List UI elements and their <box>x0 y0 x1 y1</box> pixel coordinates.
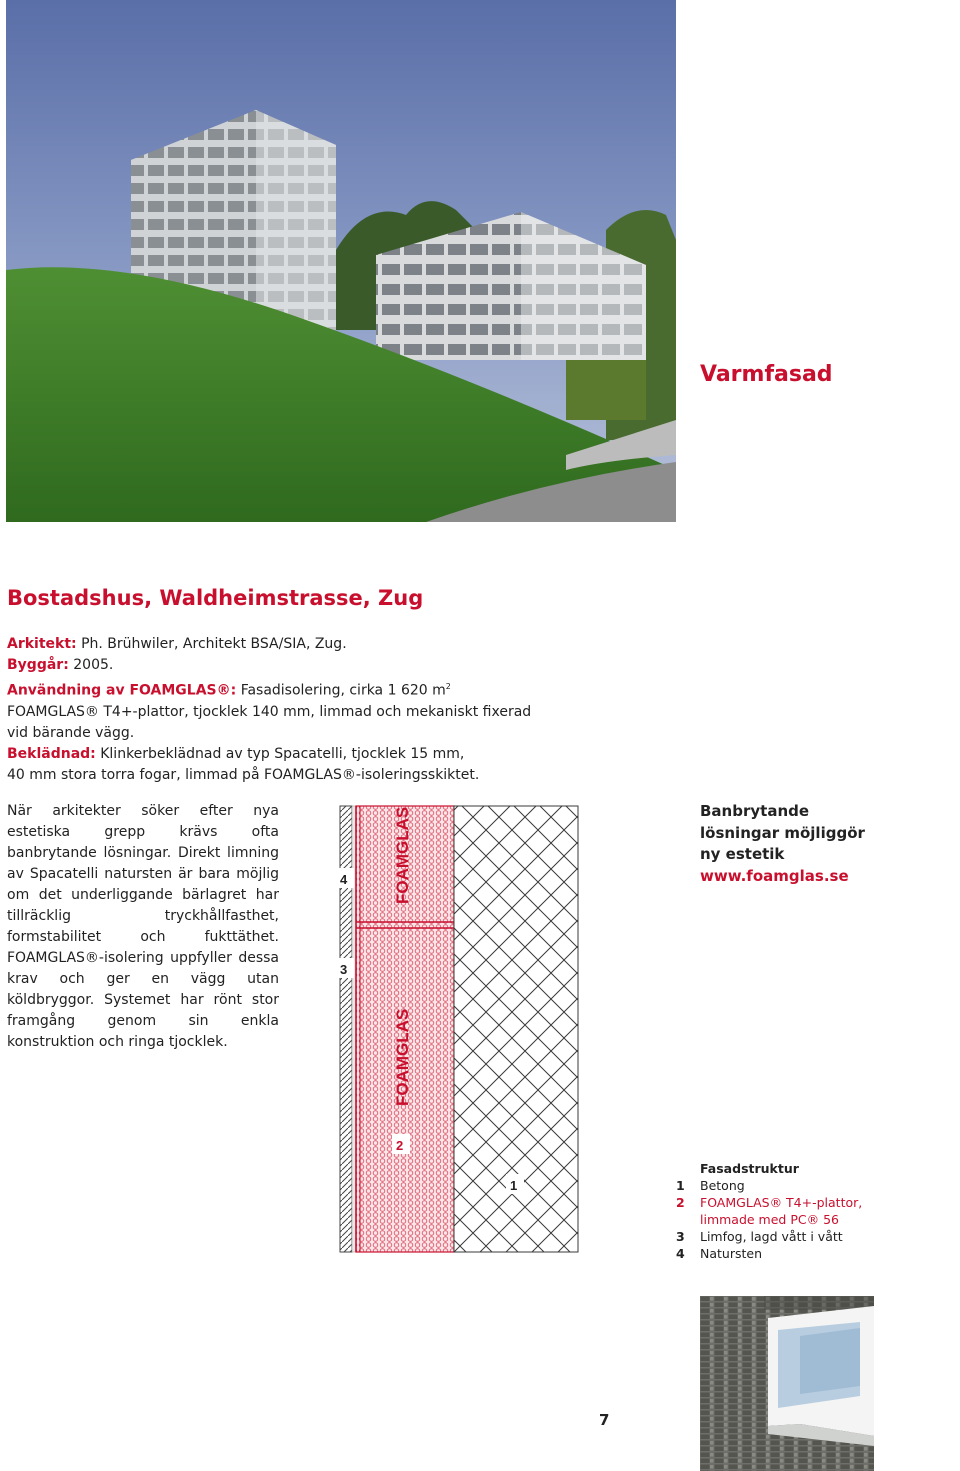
legend-text: Natursten <box>700 1246 762 1261</box>
page-number: 7 <box>599 1411 610 1429</box>
cladding-label: Beklädnad: <box>7 745 96 762</box>
usage-line-2: FOAMGLAS® T4+-plattor, tjocklek 140 mm, limmad och mekaniskt fixerad <box>7 703 532 720</box>
section-label: Varmfasad <box>700 362 833 387</box>
legend-item <box>676 1245 896 1262</box>
project-meta <box>7 634 567 786</box>
built-label: Byggår: <box>7 657 69 673</box>
usage-line-3: vid bärande vägg. <box>7 724 135 741</box>
legend-num: 1 <box>676 1178 685 1193</box>
legend-item <box>676 1177 896 1194</box>
legend-num: 2 <box>676 1195 685 1210</box>
usage-unit-sup: 2 <box>445 682 451 691</box>
building-photo-illustration <box>6 0 676 522</box>
hero-photo <box>6 0 676 522</box>
detail-photo <box>700 1296 874 1471</box>
facade-section-diagram <box>330 804 580 1256</box>
tagline-line-1: Banbrytande <box>700 802 810 820</box>
facade-legend <box>676 1160 896 1262</box>
diagram-label-1: 1 <box>510 1178 518 1193</box>
website-link[interactable]: www.foamglas.se <box>700 866 849 885</box>
tagline-line-3: ny estetik <box>700 845 785 863</box>
usage-line <box>7 676 567 702</box>
legend-text: Betong <box>700 1178 745 1193</box>
legend-text: limmade med PC® 56 <box>700 1212 839 1227</box>
tagline <box>700 801 900 887</box>
project-title: Bostadshus, Waldheimstrasse, Zug <box>7 586 424 610</box>
legend-text: FOAMGLAS® T4+-plattor, <box>700 1195 863 1210</box>
cladding-value: Klinkerbeklädnad av typ Spacatelli, tjocklek 15 mm, <box>100 745 465 762</box>
architect-label: Arkitekt: <box>7 636 77 652</box>
diagram-label-3: 3 <box>340 962 348 977</box>
usage-value: Fasadisolering, cirka 1 620 m <box>240 682 446 699</box>
architect-value: Ph. Brühwiler, Architekt BSA/SIA, Zug. <box>81 636 347 652</box>
foamglas-brand-top: FOAMGLAS <box>393 806 412 904</box>
legend-num: 3 <box>676 1229 685 1244</box>
legend-item <box>676 1228 896 1245</box>
diagram-label-2: 2 <box>396 1138 404 1153</box>
cladding-line <box>7 744 567 765</box>
stone-wall-illustration <box>700 1296 874 1471</box>
built-value: 2005. <box>73 657 114 673</box>
legend-title: Fasadstruktur <box>700 1161 799 1176</box>
legend-text: Limfog, lagd vått i vått <box>700 1229 843 1244</box>
usage-label: Användning av FOAMGLAS®: <box>7 682 237 699</box>
built-line <box>7 655 567 676</box>
legend-num: 4 <box>676 1246 685 1261</box>
cladding-line-2: 40 mm stora torra fogar, limmad på FOAMGLAS®-isoleringsskiktet. <box>7 766 480 783</box>
tagline-line-2: lösningar möjliggör <box>700 823 865 842</box>
architect-line <box>7 634 567 655</box>
facade-diagram-svg <box>330 804 580 1256</box>
diagram-label-4: 4 <box>340 872 348 887</box>
body-paragraph: När arkitekter söker efter nya estetiska grepp krävs ofta banbrytande lösningar. Direkt limning av Spacatelli natursten är bara möjlig om det underliggande bärlagret har tillräcklig tryckhållfasthet, formstabilitet och fukttäthet. FOAMGLAS®-isolering uppfyller dessa krav och ger en vägg utan köldbryggor. Systemet har rönt stor framgång genom sin enkla konstruktion och ringa tjocklek. <box>7 803 279 1050</box>
foamglas-brand-bottom: FOAMGLAS <box>393 1008 412 1106</box>
legend-item <box>676 1211 896 1228</box>
legend-num <box>676 1211 700 1228</box>
legend-item <box>676 1194 896 1211</box>
